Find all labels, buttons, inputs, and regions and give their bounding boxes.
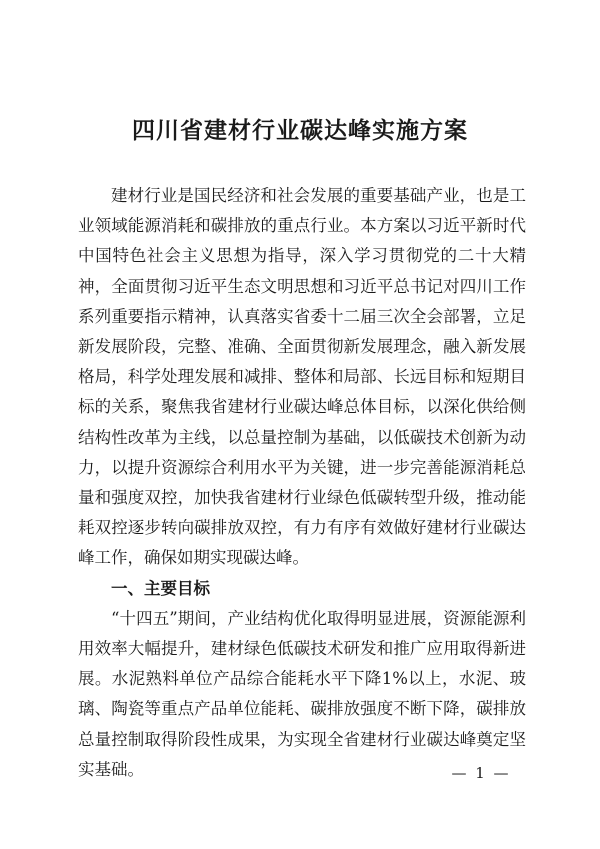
intro-paragraph: 建材行业是国民经济和社会发展的重要基础产业，也是工业领域能源消耗和碳排放的重点行业。本方案以习近平新时代中国特色社会主义思想为指导，深入学习贯彻党的二十大精神，全面贯彻习近平生态文明思想和习近平总书记对四川工作系列重要指示精神，认真落实省委十二届三次全会部署，立足新发展阶段，完整、准确、全面贯彻新发展理念，融入新发展格局，科学处理发展和减排、整体和局部、长远目标和短期目标的关系，聚焦我省建材行业碳达峰总体目标，以深化供给侧结构性改革为主线，以总量控制为基础，以低碳技术创新为动力，以提升资源综合利用水平为关键，进一步完善能源消耗总量和强度双控，加快我省建材行业绿色低碳转型升级，推动能耗双控逐步转向碳排放双控，有力有序有效做好建材行业碳达峰工作，确保如期实现碳达峰。 bbox=[78, 186, 526, 568]
page-number: — 1 — bbox=[451, 764, 511, 782]
section-heading: 一、主要目标 bbox=[111, 578, 210, 598]
document-title: 四川省建材行业碳达峰实施方案 bbox=[132, 117, 468, 144]
document-body bbox=[78, 181, 526, 785]
section-paragraph: “十四五”期间，产业结构优化取得明显进展，资源能源利用效率大幅提升，建材绿色低碳技术研发和推广应用取得新进展。水泥熟料单位产品综合能耗水平下降1%以上，水泥、玻璃、陶瓷等重点产品单位能耗、碳排放强度不断下降，碳排放总量控制取得阶段性成果，为实现全省建材行业碳达峰奠定坚实基础。 bbox=[78, 608, 526, 779]
